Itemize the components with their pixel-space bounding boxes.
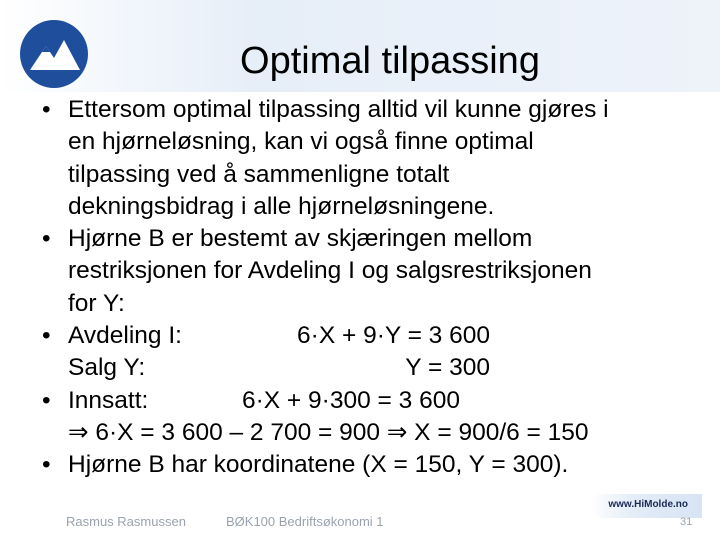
equation-value: 6·X + 9·Y = 3 600: [297, 322, 490, 350]
equation-row-avdeling: [68, 320, 702, 352]
bullet-5-line-1: Hjørne B har koordinatene (X = 150, Y = 300).: [68, 451, 569, 479]
footer-author: Rasmus Rasmussen: [66, 514, 186, 529]
bullet-marker: •: [42, 386, 51, 414]
equation-row-salg: [68, 352, 702, 384]
url-badge: [590, 494, 702, 518]
slide-title: Optimal tilpassing: [240, 40, 540, 82]
bullet-2-line-1: Hjørne B er bestemt av skjæringen mellom: [68, 225, 533, 253]
bullet-2-line-3: for Y:: [68, 289, 125, 317]
bullet-marker: •: [42, 451, 51, 479]
bullet-item-2: [42, 223, 702, 320]
bullet-list: [42, 94, 702, 482]
bullet-1-line-1: Ettersom optimal tilpassing alltid vil kunne gjøres i: [68, 96, 609, 123]
bullet-marker: •: [42, 96, 51, 123]
bullet-2-line-2: restriksjonen for Avdeling I og salgsrestriksjonen: [68, 257, 592, 285]
equation-value: 6·X + 9·300 = 3 600: [242, 386, 460, 414]
bullet-marker: •: [42, 225, 51, 253]
equation-label: Innsatt:: [68, 386, 149, 414]
bullet-marker: •: [42, 322, 51, 350]
page-number: 31: [680, 516, 693, 528]
equation-row-innsatt: [68, 385, 702, 417]
bullet-1-line-4: dekningsbidrag i alle hjørneløsningene.: [68, 192, 495, 220]
footer-course: BØK100 Bedriftsøkonomi 1: [226, 514, 384, 529]
himolde-logo-icon: [18, 18, 90, 90]
equation-label: Avdeling I:: [68, 322, 182, 350]
bullet-1-line-3: tilpassing ved å sammenligne totalt: [68, 160, 450, 188]
website-url: www.HiMolde.no: [608, 499, 688, 510]
bullet-item-5: [42, 449, 702, 481]
equation-row-result: ⇒ 6·X = 3 600 – 2 700 = 900 ⇒ X = 900/6 = 150: [68, 418, 589, 446]
equation-value: Y = 300: [405, 354, 490, 382]
bullet-item-1: [42, 94, 702, 223]
bullet-item-3: [42, 320, 702, 385]
equation-label: Salg Y:: [68, 354, 146, 382]
bullet-1-line-2: en hjørneløsning, kan vi også finne optimal: [68, 128, 534, 156]
bullet-item-4: [42, 385, 702, 450]
